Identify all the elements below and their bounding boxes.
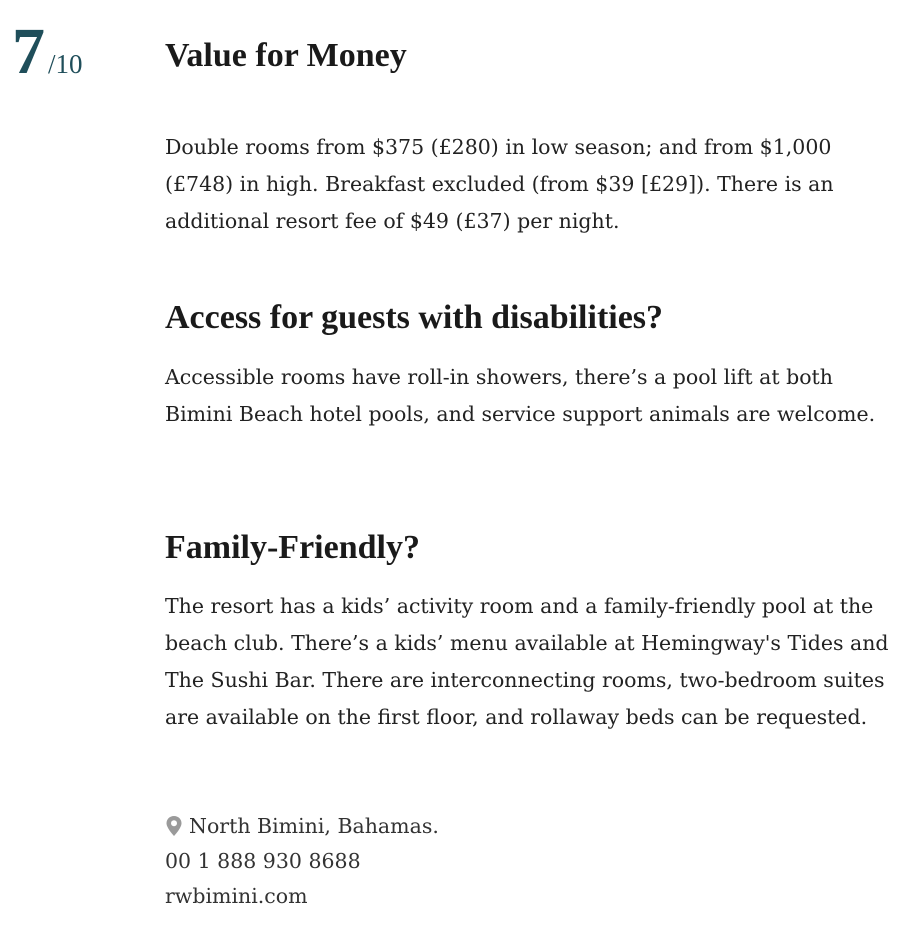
phone-number[interactable]: 00 1 888 930 8688	[165, 849, 361, 873]
address-line	[165, 809, 439, 844]
value-for-money-heading: Value for Money	[165, 37, 407, 74]
rating-value: 7	[12, 15, 45, 88]
map-pin-icon	[165, 815, 183, 837]
contact-info	[165, 809, 439, 914]
family-friendly-text: The resort has a kids’ activity room and a family-friendly pool at the beach club. There’s a kids’ menu available at Hemingway's Tides and The Sushi Bar. There are interconnecting rooms, two-bedroom suites are available on the first floor, and rollaway beds can be requested.	[165, 594, 889, 729]
address-text: North Bimini, Bahamas.	[189, 814, 439, 838]
value-for-money-text: Double rooms from $375 (£280) in low season; and from $1,000 (£748) in high. Breakfast excluded (from $39 [£29]). There is an additional resort fee of $49 (£37) per night.	[165, 135, 834, 233]
accessibility-text: Accessible rooms have roll-in showers, there’s a pool lift at both Bimini Beach hotel pools, and service support animals are welcome.	[165, 365, 876, 426]
accessibility-heading: Access for guests with disabilities?	[165, 299, 664, 336]
family-friendly-heading: Family-Friendly?	[165, 529, 420, 566]
rating-score	[12, 14, 83, 90]
rating-max: /10	[48, 49, 83, 79]
website-link[interactable]: rwbimini.com	[165, 884, 308, 908]
